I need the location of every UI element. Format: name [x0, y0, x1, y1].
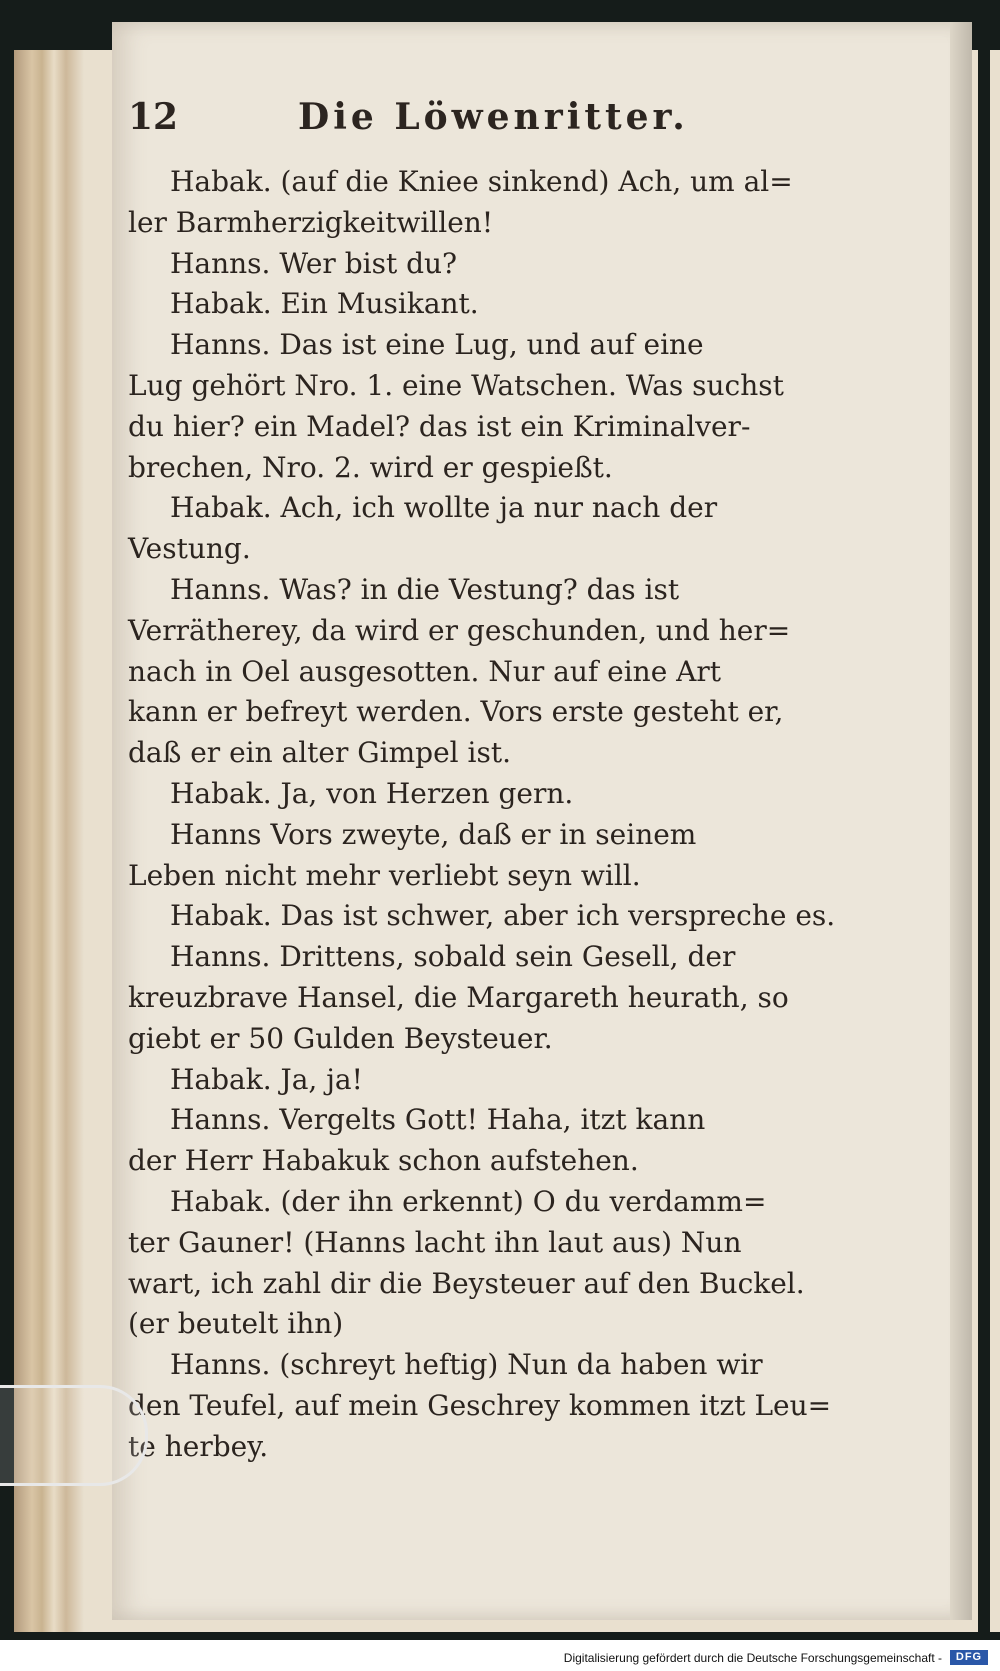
text-line: Habak. Ein Musikant. — [170, 287, 479, 321]
text-line: Habak. (der ihn erkennt) O du verdamm= — [170, 1184, 767, 1218]
text-line: wart, ich zahl dir die Beysteuer auf den Buckel. — [128, 1266, 805, 1300]
page-number: 12 — [128, 96, 179, 138]
text-line: den Teufel, auf mein Geschrey kommen itzt Leu= — [128, 1388, 832, 1422]
text-line: kreuzbrave Hansel, die Margareth heurath, so — [128, 980, 789, 1014]
text-line: Hanns. Drittens, sobald sein Gesell, der — [170, 940, 736, 974]
text-line: Hanns. (schreyt heftig) Nun da haben wir — [170, 1348, 763, 1382]
text-line: daß er ein alter Gimpel ist. — [128, 736, 511, 770]
text-line: brechen, Nro. 2. wird er gespießt. — [128, 450, 613, 484]
text-line: Hanns. Wer bist du? — [170, 246, 458, 280]
text-line: ter Gauner! (Hanns lacht ihn laut aus) Nun — [128, 1225, 742, 1259]
page-clip-shape — [0, 1385, 148, 1486]
text-line: Vestung. — [128, 532, 251, 566]
text-line: Habak. Das ist schwer, aber ich verspreche es. — [170, 899, 836, 933]
text-line: giebt er 50 Gulden Beysteuer. — [128, 1021, 553, 1055]
text-line: Lug gehört Nro. 1. eine Watschen. Was suchst — [128, 368, 784, 402]
text-line: Habak. Ach, ich wollte ja nur nach der — [170, 491, 718, 525]
funding-credit: Digitalisierung gefördert durch die Deutsche Forschungsgemeinschaft - — [563, 1651, 942, 1665]
text-line: Habak. (auf die Kniee sinkend) Ach, um al= — [170, 165, 793, 198]
text-line: der Herr Habakuk schon aufstehen. — [128, 1144, 639, 1178]
text-line: Hanns. Vergelts Gott! Haha, itzt kann — [170, 1103, 706, 1137]
page-text — [128, 162, 836, 1468]
footer-bar — [0, 1644, 1000, 1671]
text-line: Verrätherey, da wird er geschunden, und her= — [128, 613, 791, 647]
text-line: Hanns. Was? in die Vestung? das ist — [170, 572, 680, 606]
text-line: Habak. Ja, von Herzen gern. — [170, 776, 574, 810]
text-line: ler Barmherzigkeitwillen! — [128, 205, 494, 239]
text-line: Habak. Ja, ja! — [170, 1062, 363, 1096]
page-right-edge — [950, 22, 972, 1620]
page-header — [128, 92, 868, 148]
text-line: kann er befreyt werden. Vors erste gesteht er, — [128, 695, 784, 729]
text-line: nach in Oel ausgesotten. Nur auf eine Art — [128, 654, 722, 688]
text-line: te herbey. — [128, 1429, 269, 1463]
text-line: du hier? ein Madel? das ist ein Kriminalver- — [128, 409, 751, 443]
text-line: (er beutelt ihn) — [128, 1307, 344, 1341]
scan-edge-strip — [978, 0, 990, 1640]
text-line: Hanns Vors zweyte, daß er in seinem — [170, 817, 697, 851]
dfg-logo: DFG — [950, 1650, 988, 1665]
text-line: Leben nicht mehr verliebt seyn will. — [128, 858, 641, 892]
running-title: Die Löwenritter. — [298, 96, 689, 138]
text-line: Hanns. Das ist eine Lug, und auf eine — [170, 328, 704, 362]
